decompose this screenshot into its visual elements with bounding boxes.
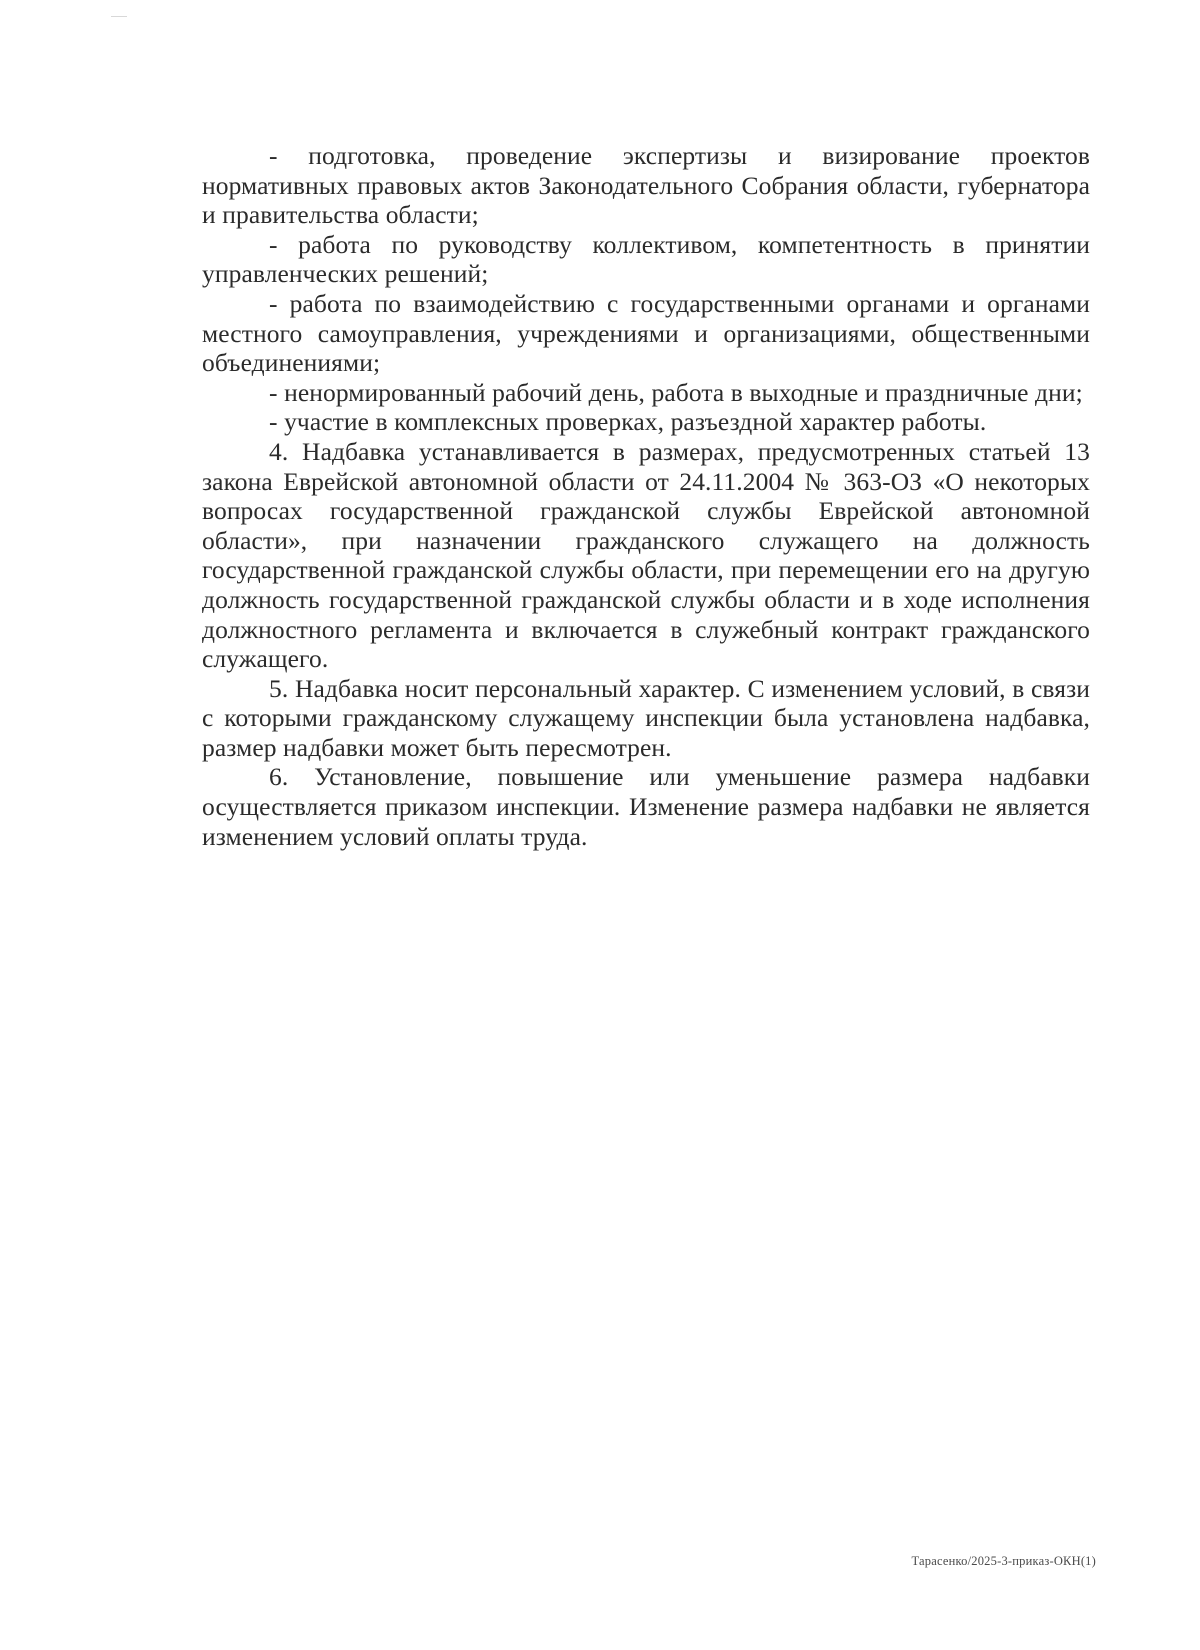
paragraph-bullet-interaction: - работа по взаимодействию с государственными органами и органами местного самоуправления, учреждениями и организациями, общественными объединениями; — [202, 288, 1090, 378]
document-body — [202, 141, 1090, 851]
paragraph-bullet-inspections: - участие в комплексных проверках, разъездной характер работы. — [269, 407, 987, 437]
paragraph-item-4: 4. Надбавка устанавливается в размерах, предусмотренных статьей 13 закона Еврейской автономной области от 24.11.2004 № 363-ОЗ «О некоторых вопросах государственной гражданской службы Еврейской автономной области», при назначении гражданского служащего на должность государственной гражданской службы области, при перемещении его на другую должность государственной гражданской службы области и в ходе исполнения должностного регламента и включается в служебный контракт гражданского служащего. — [202, 436, 1090, 674]
paragraph-item-5: 5. Надбавка носит персональный характер. С изменением условий, в связи с которыми гражданскому служащему инспекции была установлена надбавка, размер надбавки может быть пересмотрен. — [202, 673, 1090, 762]
paragraph-bullet-irregular-hours: - ненормированный рабочий день, работа в выходные и праздничные дни; — [269, 377, 1083, 407]
paragraph-bullet-drafting: - подготовка, проведение экспертизы и визирование проектов нормативных правовых актов Законодательного Собрания области, губернатора и правительства области; — [202, 141, 1090, 230]
footer-reference: Тарасенко/2025-3-приказ-ОКН(1) — [911, 1554, 1096, 1568]
paragraph-item-6: 6. Установление, повышение или уменьшение размера надбавки осуществляется приказом инспекции. Изменение размера надбавки не является изменением условий оплаты труда. — [202, 762, 1090, 851]
scan-mark — [111, 16, 127, 17]
paragraph-bullet-management: - работа по руководству коллективом, компетентность в принятии управленческих решений; — [202, 229, 1090, 289]
